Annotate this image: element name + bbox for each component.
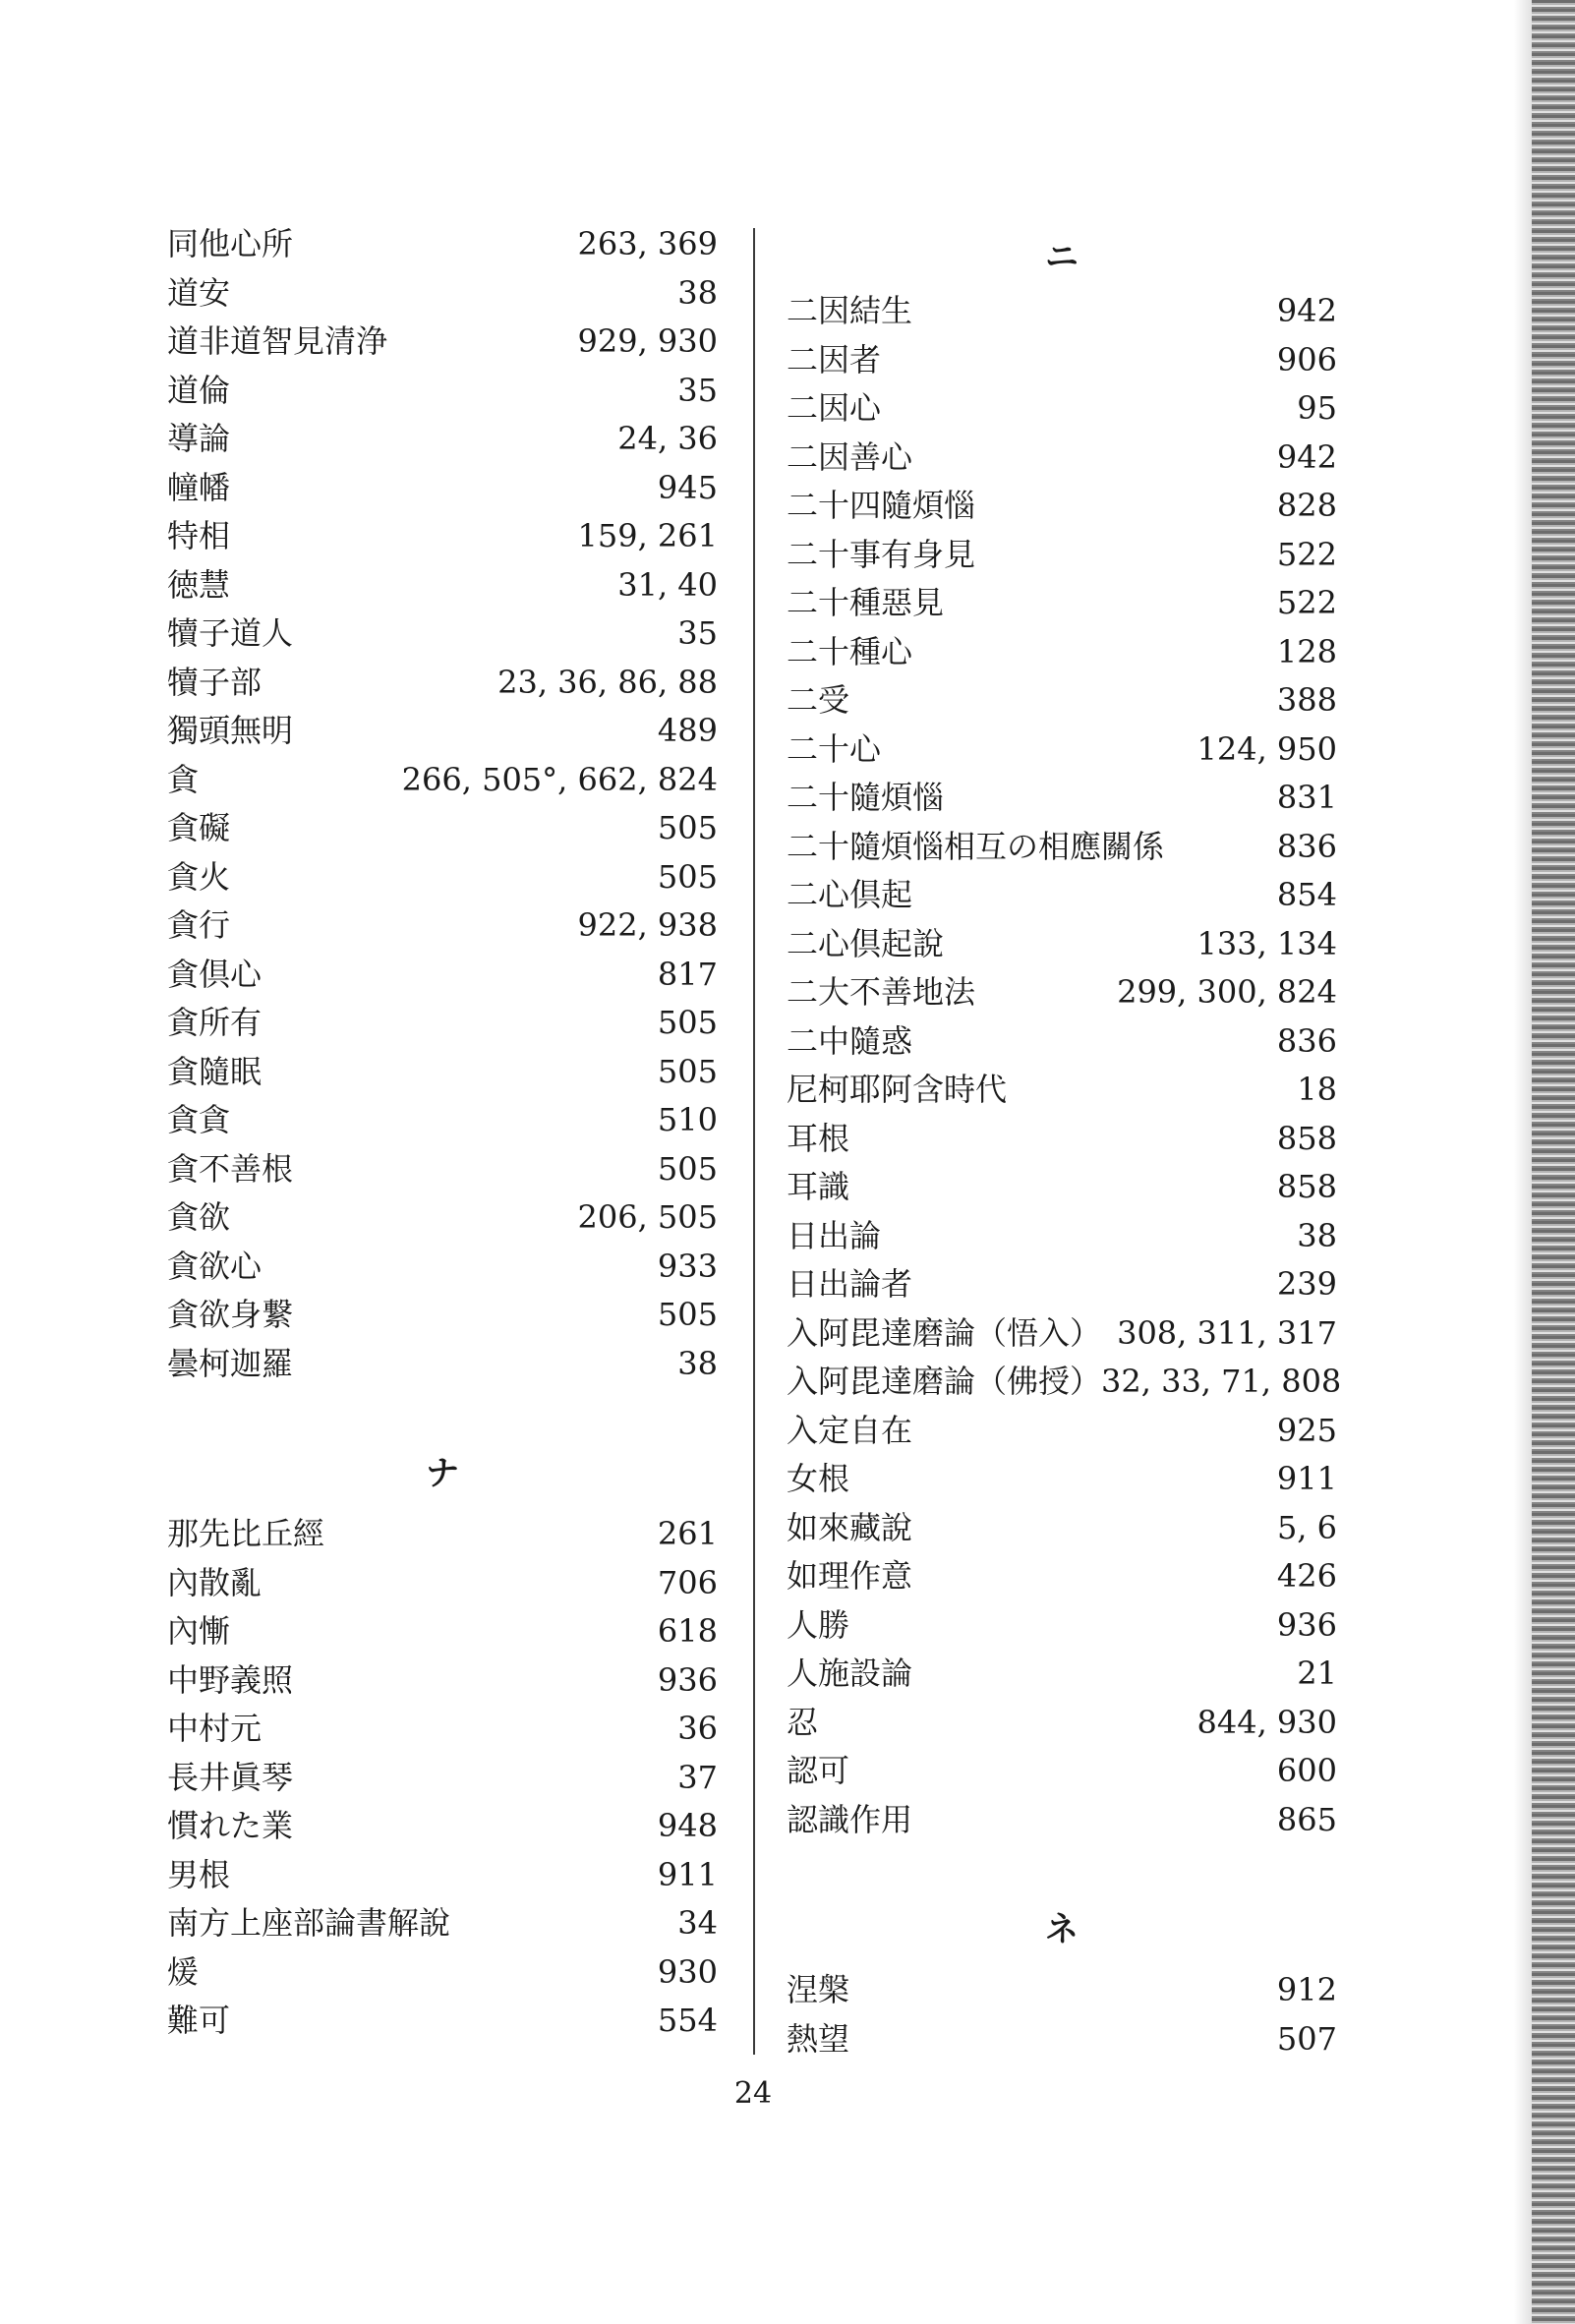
right-column bbox=[787, 220, 1342, 2063]
entry-pages: 858 bbox=[1276, 1168, 1337, 1205]
index-entry bbox=[167, 659, 718, 708]
entry-pages: 906 bbox=[1276, 340, 1337, 378]
entry-pages: 522 bbox=[1276, 535, 1337, 573]
entry-term: 貪火 bbox=[167, 857, 231, 896]
index-entry bbox=[787, 774, 1337, 823]
entry-term: 犢子道人 bbox=[167, 614, 294, 652]
entry-term: 二十事有身見 bbox=[787, 535, 976, 573]
index-entry bbox=[787, 531, 1337, 580]
index-entry bbox=[787, 1309, 1337, 1359]
index-entry bbox=[787, 384, 1337, 434]
entry-pages: 263, 369 bbox=[577, 225, 718, 262]
entry-pages: 133, 134 bbox=[1196, 924, 1337, 962]
entry-list-left-top bbox=[167, 220, 718, 1388]
entry-term: 徳慧 bbox=[167, 565, 231, 604]
entry-pages: 836 bbox=[1276, 827, 1337, 865]
entry-term: 貪所有 bbox=[167, 1004, 262, 1041]
index-entry bbox=[167, 1802, 718, 1851]
entry-pages: 239 bbox=[1276, 1265, 1337, 1303]
index-entry bbox=[167, 269, 718, 319]
entry-term: 貪欲心 bbox=[167, 1247, 262, 1285]
index-entry bbox=[787, 1796, 1337, 1845]
entry-pages: 618 bbox=[657, 1612, 718, 1650]
index-entry bbox=[167, 1048, 718, 1097]
entry-term: 二十四隨煩惱 bbox=[787, 487, 976, 524]
index-entry bbox=[167, 512, 718, 561]
entry-pages: 828 bbox=[1276, 487, 1337, 524]
index-entry bbox=[167, 1340, 718, 1389]
entry-term: 二十心 bbox=[787, 729, 882, 768]
entry-pages: 706 bbox=[657, 1563, 718, 1601]
entry-term: 貪隨眠 bbox=[167, 1052, 262, 1090]
entry-pages: 38 bbox=[1297, 1216, 1337, 1254]
index-entry bbox=[787, 676, 1337, 726]
index-entry bbox=[167, 1997, 718, 2046]
entry-list-ne bbox=[787, 1966, 1337, 2063]
index-entry bbox=[167, 901, 718, 951]
index-entry bbox=[167, 1656, 718, 1706]
section-heading-ne: ネ bbox=[1045, 1909, 1079, 1949]
index-entry bbox=[787, 871, 1337, 920]
index-entry bbox=[167, 1851, 718, 1900]
entry-pages: 308, 311, 317 bbox=[1117, 1313, 1337, 1352]
entry-term: 入阿毘達磨論（悟入） bbox=[787, 1313, 1102, 1352]
entry-term: 難可 bbox=[167, 2002, 231, 2039]
entry-term: 犢子部 bbox=[167, 663, 262, 701]
entry-pages: 836 bbox=[1276, 1021, 1337, 1060]
entry-term: 男根 bbox=[167, 1855, 231, 1893]
entry-term: 內散亂 bbox=[167, 1563, 262, 1601]
entry-pages: 948 bbox=[657, 1807, 718, 1844]
entry-term: 二十種心 bbox=[787, 632, 913, 670]
entry-pages: 206, 505 bbox=[577, 1198, 718, 1236]
entry-term: 忍 bbox=[787, 1703, 819, 1741]
entry-list-ni bbox=[787, 287, 1342, 1844]
entry-term: 入定自在 bbox=[787, 1411, 913, 1449]
entry-term: 貪倶心 bbox=[167, 955, 262, 993]
entry-term: 二中隨惑 bbox=[787, 1021, 913, 1060]
index-entry bbox=[787, 1699, 1337, 1748]
left-column bbox=[167, 220, 718, 2046]
entry-term: 曇柯迦羅 bbox=[167, 1344, 294, 1382]
entry-pages: 32, 33, 71, 808 bbox=[1101, 1363, 1342, 1400]
entry-term: 二受 bbox=[787, 681, 850, 719]
entry-pages: 505 bbox=[657, 809, 718, 846]
entry-pages: 942 bbox=[1276, 437, 1337, 476]
entry-term: 煖 bbox=[167, 1952, 200, 1991]
index-entry bbox=[787, 1966, 1337, 2015]
entry-pages: 35 bbox=[677, 614, 718, 652]
index-entry bbox=[167, 1705, 718, 1754]
index-entry bbox=[787, 482, 1337, 531]
index-entry bbox=[787, 1407, 1337, 1456]
entry-pages: 24, 36 bbox=[617, 420, 718, 457]
index-entry bbox=[167, 1948, 718, 1998]
entry-pages: 38 bbox=[677, 273, 718, 312]
entry-pages: 18 bbox=[1297, 1071, 1337, 1108]
entry-term: 那先比丘經 bbox=[167, 1515, 325, 1552]
index-entry bbox=[787, 628, 1337, 677]
entry-pages: 426 bbox=[1276, 1557, 1337, 1595]
entry-term: 如理作意 bbox=[787, 1557, 913, 1595]
entry-term: 尼柯耶阿含時代 bbox=[787, 1071, 1008, 1108]
index-entry bbox=[787, 726, 1337, 775]
entry-term: 道倫 bbox=[167, 371, 231, 409]
entry-term: 中村元 bbox=[167, 1710, 262, 1747]
entry-term: 中野義照 bbox=[167, 1660, 294, 1699]
entry-pages: 36 bbox=[677, 1710, 718, 1747]
entry-term: 貪欲身繋 bbox=[167, 1296, 294, 1333]
entry-term: 貪行 bbox=[167, 906, 231, 944]
entry-term: 貪不善根 bbox=[167, 1149, 294, 1188]
index-entry bbox=[167, 1096, 718, 1145]
entry-pages: 505 bbox=[657, 857, 718, 896]
index-entry bbox=[167, 1607, 718, 1656]
index-entry bbox=[167, 1559, 718, 1608]
entry-pages: 34 bbox=[677, 1904, 718, 1942]
entry-pages: 844, 930 bbox=[1196, 1703, 1337, 1741]
entry-term: 耳根 bbox=[787, 1119, 850, 1157]
entry-pages: 38 bbox=[677, 1344, 718, 1382]
index-entry bbox=[167, 804, 718, 853]
index-entry bbox=[787, 920, 1337, 969]
entry-pages: 261 bbox=[657, 1515, 718, 1552]
scan-shadow bbox=[1514, 0, 1532, 2324]
entry-pages: 266, 505°, 662, 824 bbox=[401, 760, 718, 798]
index-entry bbox=[787, 1455, 1337, 1504]
entry-pages: 522 bbox=[1276, 584, 1337, 621]
entry-pages: 936 bbox=[657, 1660, 718, 1699]
index-entry bbox=[787, 968, 1337, 1017]
entry-pages: 299, 300, 824 bbox=[1117, 973, 1337, 1011]
index-entry bbox=[787, 1212, 1337, 1261]
entry-term: 日出論 bbox=[787, 1216, 882, 1254]
index-entry bbox=[787, 1552, 1337, 1601]
index-entry bbox=[787, 1650, 1337, 1699]
entry-pages: 912 bbox=[1276, 1971, 1337, 2008]
index-entry bbox=[167, 1145, 718, 1194]
entry-pages: 865 bbox=[1276, 1800, 1337, 1838]
section-spacer bbox=[787, 1844, 1337, 1886]
index-entry bbox=[167, 999, 718, 1048]
entry-list-na bbox=[167, 1510, 718, 2046]
entry-pages: 933 bbox=[657, 1247, 718, 1285]
index-entry bbox=[787, 1163, 1337, 1212]
entry-pages: 858 bbox=[1276, 1119, 1337, 1157]
index-entry bbox=[787, 1260, 1337, 1309]
index-entry bbox=[787, 1066, 1337, 1115]
entry-term: 二十隨煩惱 bbox=[787, 779, 945, 816]
entry-term: 認可 bbox=[787, 1752, 850, 1789]
entry-term: 貪礙 bbox=[167, 809, 231, 846]
entry-term: 貪貪 bbox=[167, 1101, 231, 1138]
entry-term: 人勝 bbox=[787, 1605, 850, 1644]
entry-pages: 21 bbox=[1297, 1655, 1337, 1692]
index-entry bbox=[787, 1358, 1342, 1407]
index-entry bbox=[167, 464, 718, 513]
entry-pages: 600 bbox=[1276, 1752, 1337, 1789]
entry-term: 入阿毘達磨論（佛授） bbox=[787, 1363, 1102, 1400]
entry-pages: 945 bbox=[657, 468, 718, 506]
index-entry bbox=[167, 1899, 718, 1948]
scan-edge bbox=[1532, 0, 1575, 2324]
entry-pages: 124, 950 bbox=[1196, 729, 1337, 768]
entry-term: 長井眞琴 bbox=[167, 1758, 294, 1796]
index-entry bbox=[167, 1291, 718, 1340]
entry-term: 二因結生 bbox=[787, 292, 913, 329]
entry-pages: 925 bbox=[1276, 1411, 1337, 1449]
entry-term: 獨頭無明 bbox=[167, 712, 294, 749]
index-entry bbox=[787, 823, 1337, 872]
index-entry bbox=[167, 756, 718, 805]
entry-term: 二因心 bbox=[787, 389, 882, 427]
index-entry bbox=[787, 1017, 1337, 1067]
entry-pages: 35 bbox=[677, 371, 718, 409]
entry-pages: 37 bbox=[677, 1758, 718, 1796]
entry-pages: 505 bbox=[657, 1149, 718, 1188]
entry-term: 涅槃 bbox=[787, 1971, 850, 2008]
index-entry bbox=[167, 415, 718, 464]
section-spacer bbox=[167, 1388, 718, 1429]
entry-term: 日出論者 bbox=[787, 1265, 913, 1303]
entry-pages: 831 bbox=[1276, 779, 1337, 816]
entry-term: 女根 bbox=[787, 1460, 850, 1497]
index-entry bbox=[167, 853, 718, 902]
index-entry bbox=[167, 1510, 718, 1559]
index-entry bbox=[787, 287, 1337, 336]
index-entry bbox=[167, 707, 718, 756]
entry-pages: 388 bbox=[1276, 681, 1337, 719]
entry-term: 同他心所 bbox=[167, 225, 294, 262]
index-entry bbox=[787, 1747, 1337, 1796]
entry-term: 二十種惡見 bbox=[787, 584, 945, 621]
index-entry bbox=[167, 610, 718, 659]
index-entry bbox=[167, 367, 718, 416]
entry-pages: 911 bbox=[1276, 1460, 1337, 1497]
entry-pages: 31, 40 bbox=[617, 565, 718, 604]
entry-pages: 505 bbox=[657, 1004, 718, 1041]
entry-pages: 5, 6 bbox=[1276, 1508, 1337, 1546]
index-entry bbox=[787, 579, 1337, 628]
index-entry bbox=[167, 1754, 718, 1803]
entry-term: 耳識 bbox=[787, 1168, 850, 1205]
entry-term: 道安 bbox=[167, 273, 231, 312]
entry-term: 二十隨煩惱相互の相應關係 bbox=[787, 827, 1165, 865]
entry-term: 二因者 bbox=[787, 340, 882, 378]
column-divider bbox=[753, 228, 755, 2055]
index-entry bbox=[167, 1193, 718, 1243]
section-heading-ni: ニ bbox=[1045, 237, 1079, 277]
index-entry bbox=[787, 2015, 1337, 2064]
entry-pages: 159, 261 bbox=[577, 517, 718, 554]
entry-pages: 922, 938 bbox=[577, 906, 718, 944]
index-entry bbox=[167, 318, 718, 367]
entry-pages: 23, 36, 86, 88 bbox=[497, 663, 718, 701]
index-entry bbox=[167, 951, 718, 1000]
entry-term: 認識作用 bbox=[787, 1800, 913, 1838]
entry-pages: 505 bbox=[657, 1052, 718, 1090]
entry-term: 幢幡 bbox=[167, 468, 231, 506]
entry-pages: 505 bbox=[657, 1296, 718, 1333]
entry-term: 二因善心 bbox=[787, 437, 913, 476]
entry-pages: 929, 930 bbox=[577, 322, 718, 360]
entry-term: 南方上座部論書解說 bbox=[167, 1904, 451, 1942]
entry-pages: 942 bbox=[1276, 292, 1337, 329]
index-entry bbox=[787, 336, 1337, 385]
entry-term: 貪 bbox=[167, 760, 200, 798]
entry-pages: 95 bbox=[1297, 389, 1337, 427]
entry-term: 二心倶起 bbox=[787, 876, 913, 913]
entry-term: 道非道智見清浄 bbox=[167, 322, 388, 360]
entry-pages: 911 bbox=[657, 1855, 718, 1893]
entry-pages: 507 bbox=[1276, 2019, 1337, 2058]
entry-term: 二心倶起說 bbox=[787, 924, 945, 962]
index-entry bbox=[787, 1504, 1337, 1553]
index-entry bbox=[167, 220, 718, 269]
entry-term: 慣れた業 bbox=[167, 1807, 294, 1844]
entry-pages: 936 bbox=[1276, 1605, 1337, 1644]
entry-term: 如來藏說 bbox=[787, 1508, 913, 1546]
entry-term: 熱望 bbox=[787, 2019, 850, 2058]
index-entry bbox=[167, 561, 718, 610]
entry-term: 貪欲 bbox=[167, 1198, 231, 1236]
entry-term: 特相 bbox=[167, 517, 231, 554]
section-heading-na: ナ bbox=[426, 1453, 459, 1493]
entry-pages: 128 bbox=[1276, 632, 1337, 670]
entry-term: 導論 bbox=[167, 420, 231, 457]
entry-pages: 817 bbox=[657, 955, 718, 993]
index-entry bbox=[787, 434, 1337, 483]
page-number: 24 bbox=[733, 2076, 773, 2111]
entry-pages: 930 bbox=[657, 1952, 718, 1991]
entry-pages: 510 bbox=[657, 1101, 718, 1138]
entry-term: 內慚 bbox=[167, 1612, 231, 1650]
entry-pages: 854 bbox=[1276, 876, 1337, 913]
entry-pages: 489 bbox=[657, 712, 718, 749]
index-entry bbox=[787, 1601, 1337, 1651]
entry-pages: 554 bbox=[657, 2002, 718, 2039]
index-entry bbox=[787, 1115, 1337, 1164]
entry-term: 二大不善地法 bbox=[787, 973, 976, 1011]
entry-term: 人施設論 bbox=[787, 1655, 913, 1692]
index-entry bbox=[167, 1243, 718, 1292]
